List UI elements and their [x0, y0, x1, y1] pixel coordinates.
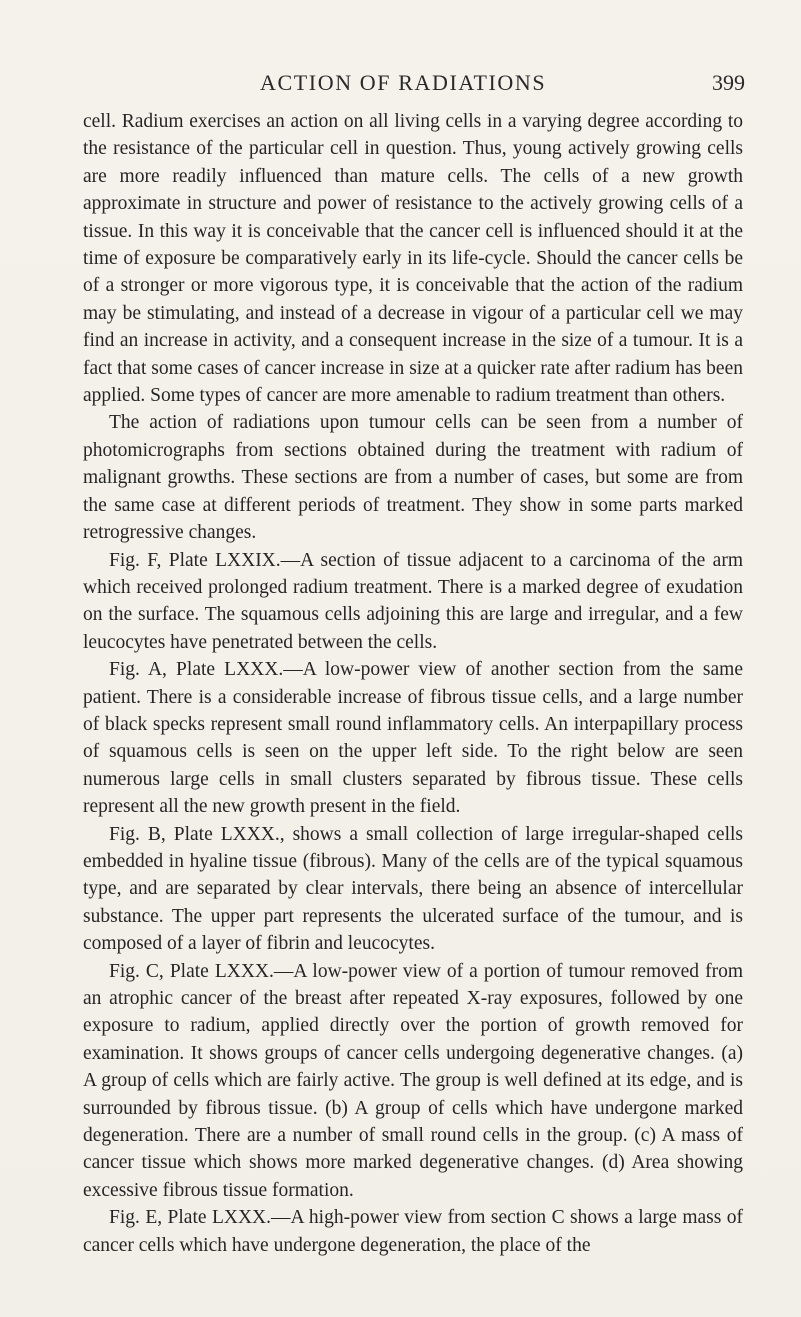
body-text	[83, 108, 743, 1259]
paragraph: Fig. E, Plate LXXX.—A high-power view from section C shows a large mass of cancer cells which have undergone degeneration, the place of the	[83, 1207, 743, 1256]
running-head: ACTION OF RADIATIONS	[260, 70, 547, 95]
paragraph: Fig. C, Plate LXXX.—A low-power view of a portion of tumour removed from an atrophic cancer of the breast after repeated X-ray exposures, followed by one exposure to radium, applied directly over the portion of growth removed for examination. It shows groups of cancer cells undergoing degenerative changes. (a) A group of cells which are fairly active. The group is well defined at its edge, and is surrounded by fibrous tissue. (b) A group of cells which have undergone marked degeneration. There are a number of small round cells in the group. (c) A mass of cancer tissue which shows more marked degenerative changes. (d) Area showing excessive fibrous tissue formation.	[83, 960, 743, 1201]
paragraph: Fig. F, Plate LXXIX.—A section of tissue adjacent to a carcinoma of the arm which received prolonged radium treatment. There is a marked degree of exudation on the surface. The squamous cells adjoining this are large and irregular, and a few leucocytes have penetrated between the cells.	[83, 549, 743, 653]
paragraph: Fig. B, Plate LXXX., shows a small collection of large irregular-shaped cells embedded in hyaline tissue (fibrous). Many of the cells are of the typical squamous type, and are separated by clear intervals, there being an absence of intercellular substance. The upper part represents the ulcerated surface of the tumour, and is composed of a layer of fibrin and leucocytes.	[83, 823, 743, 955]
paragraph: The action of radiations upon tumour cells can be seen from a number of photomicrographs from sections obtained during the treatment with radium of malignant growths. These sections are from a number of cases, but some are from the same case at different periods of treatment. They show in some parts marked retrogressive changes.	[83, 412, 743, 544]
paragraph: Fig. A, Plate LXXX.—A low-power view of another section from the same patient. There is a considerable increase of fibrous tissue cells, and a large number of black specks represent small round inflammatory cells. An interpapillary process of squamous cells is seen on the upper left side. To the right below are seen numerous large cells in small clusters separated by fibrous tissue. These cells represent all the new growth present in the field.	[83, 659, 743, 818]
page-header	[140, 70, 745, 104]
paragraph: cell. Radium exercises an action on all living cells in a varying degree according to the resistance of the particular cell in question. Thus, young actively growing cells are more readily influenced than mature cells. The cells of a new growth approximate in structure and power of resistance to the actively growing cells of a tissue. In this way it is conceivable that the cancer cell is influenced should it at the time of exposure be comparatively early in its life-cycle. Should the cancer cells be of a stronger or more vigorous type, it is conceivable that the action of the radium may be stimulating, and instead of a decrease in vigour of a particular cell we may find an increase in activity, and a consequent increase in the size of a tumour. It is a fact that some cases of cancer increase in size at a quicker rate after radium has been applied. Some types of cancer are more amenable to radium treatment than others.	[83, 111, 743, 407]
page-number: 399	[712, 70, 745, 95]
